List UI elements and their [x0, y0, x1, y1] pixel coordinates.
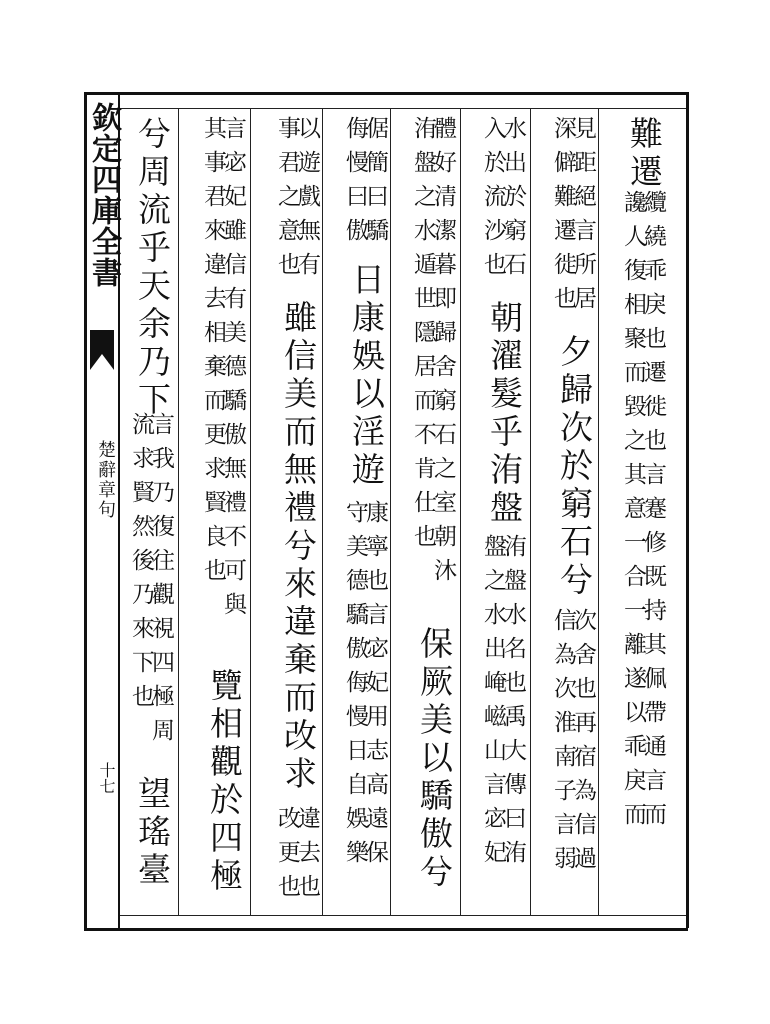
column-rule	[322, 108, 323, 916]
commentary-line: 洧盤之水遁世隱居而不肯仕也	[410, 116, 436, 558]
commentary-line: 其事君來違去相棄而更求賢良也	[200, 116, 226, 592]
text-column-2	[552, 116, 596, 916]
column-rule	[390, 108, 391, 916]
commentary-line: 侮慢曰傲	[342, 116, 368, 252]
text-column-6	[276, 116, 320, 916]
main-text: 難遷	[625, 116, 664, 192]
main-text: 兮周流乎天余乃下	[133, 116, 172, 420]
commentary-line: 體好清潔暮即歸舍窮石之室朝沐	[430, 116, 456, 592]
main-text: 朝濯髮乎洧盤	[485, 300, 524, 528]
text-column-3	[482, 116, 526, 916]
outer-right-rule	[686, 92, 689, 928]
margin-title: 欽定四庫全書	[86, 102, 121, 288]
inner-top-rule	[118, 108, 688, 109]
margin-book-title: 楚辭章句	[95, 440, 116, 520]
main-text: 保厥美以驕傲兮	[415, 626, 454, 892]
margin-page-number: 十七	[97, 762, 116, 794]
commentary-line: 洧盤水名也禹大傳曰洧	[500, 534, 526, 874]
commentary-line: 以遊戲無有	[294, 116, 320, 286]
column-rule	[598, 108, 599, 916]
column-rule	[178, 108, 179, 916]
main-text: 夕歸次於窮石兮	[555, 334, 594, 600]
commentary-line: 入於流沙也	[480, 116, 506, 286]
commentary-line: 水出於窮石	[500, 116, 526, 286]
text-column-8	[130, 116, 174, 916]
column-rule	[530, 108, 531, 916]
commentary-line: 康寧也言宓妃用志高遠保	[362, 500, 388, 874]
commentary-line: 改更也	[274, 806, 300, 908]
commentary-line: 事君之意也	[274, 116, 300, 286]
commentary-line: 深僻難遷徙也	[550, 116, 576, 320]
commentary-line: 纜繞乖戾也遷徙也言蹇修既持其佩帶通言而	[640, 190, 666, 836]
text-column-4	[412, 116, 456, 916]
commentary-line: 盤之水出崦嵫山言宓妃	[480, 534, 506, 874]
commentary-line: 言宓妃雖信有美德驕傲無禮不可與	[220, 116, 246, 626]
commentary-line: 違去也	[294, 806, 320, 908]
commentary-line: 倨簡曰驕	[362, 116, 388, 252]
commentary-line: 見距絕言所居	[570, 116, 596, 320]
commentary-line: 流求賢然後乃來下也	[128, 412, 154, 718]
commentary-line: 言我乃復往觀視四極周	[148, 412, 174, 752]
text-column-5	[344, 116, 388, 916]
column-rule	[460, 108, 461, 916]
main-text: 雖信美而無禮兮來違棄而改求	[279, 300, 318, 794]
main-text: 望瑤臺	[133, 776, 172, 890]
column-rule	[250, 108, 251, 916]
main-text: 日康娛以淫遊	[347, 262, 386, 490]
commentary-line: 守美德驕傲侮慢日自娛樂	[342, 500, 368, 874]
commentary-line: 次舍也再宿為信過	[570, 608, 596, 880]
commentary-line: 信為次淮南子言弱	[550, 608, 576, 880]
text-column-7	[202, 116, 246, 916]
main-text: 覽相觀於四極	[205, 668, 244, 896]
text-column-1	[622, 116, 666, 916]
commentary-line: 讒人復相聚而毀之其意一合一離遂以乖戾而	[620, 190, 646, 836]
